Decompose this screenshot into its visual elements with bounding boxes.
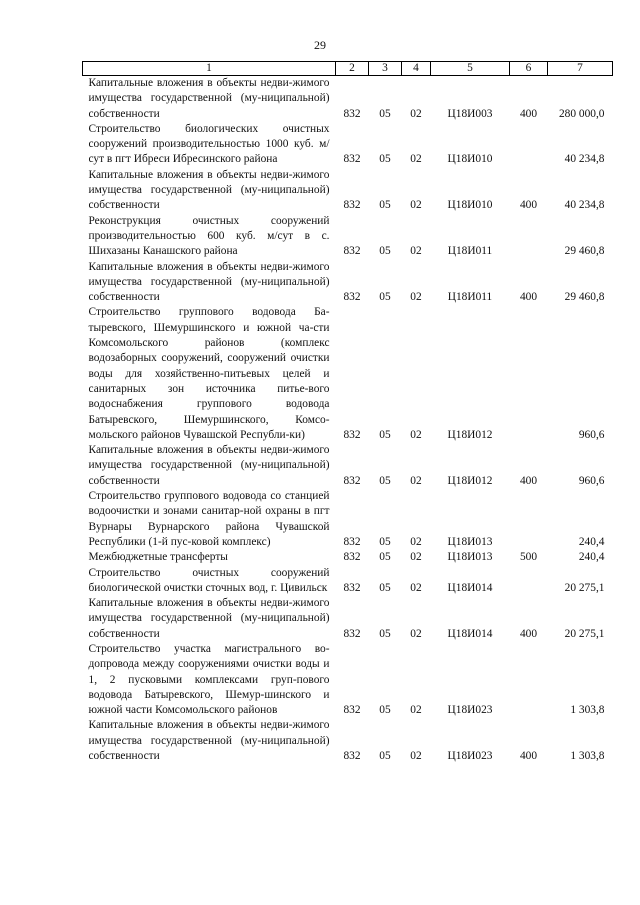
- code-section: 05: [379, 551, 391, 564]
- item-name: Реконструкция очистных сооружений производительностью 600 куб. м/сут в с. Шихазаны Канашского района: [88, 214, 330, 258]
- table-row: [83, 443, 613, 489]
- code-section: 05: [379, 291, 391, 304]
- code-expense-type: [510, 566, 548, 597]
- code-expense-type: 400: [519, 199, 538, 212]
- table-row: [83, 305, 613, 443]
- column-header-5: 5: [431, 62, 510, 76]
- amount: 240,4: [578, 551, 605, 564]
- code-target-article: Ц18И012: [447, 428, 493, 441]
- code-subsection: 02: [410, 474, 422, 487]
- table-row: [83, 76, 613, 122]
- table-row: [83, 214, 613, 260]
- code-target-article: Ц18И014: [447, 627, 493, 640]
- amount: 1 303,8: [570, 750, 605, 763]
- code-section: 05: [379, 153, 391, 166]
- amount: 1 303,8: [570, 704, 605, 717]
- item-name: Строительство участка магистрального во-допровода между сооружениями очистки воды и 1, 2 пусковыми комплексами груп-пового водовода Батыревского, Шемур-шинского и южной части Комсомольского районов: [88, 642, 330, 717]
- code-grbs: 832: [343, 474, 361, 487]
- item-name: Капитальные вложения в объекты недви-жимого имущества государственной (му-ниципальной) собственности: [88, 719, 330, 763]
- code-subsection: 02: [410, 750, 422, 763]
- item-name: Капитальные вложения в объекты недви-жимого имущества государственной (му-ниципальной) собственности: [88, 444, 330, 487]
- code-target-article: Ц18И023: [447, 704, 493, 717]
- code-expense-type: 400: [519, 627, 538, 640]
- amount: 40 234,8: [564, 153, 605, 166]
- code-grbs: 832: [343, 428, 361, 441]
- table-header: [83, 62, 613, 76]
- code-target-article: Ц18И011: [447, 245, 493, 258]
- code-section: 05: [379, 107, 391, 120]
- table-row: [83, 642, 613, 718]
- code-subsection: 02: [410, 551, 422, 564]
- code-expense-type: [510, 642, 548, 718]
- code-expense-type: [510, 214, 548, 260]
- code-expense-type: 500: [519, 551, 538, 564]
- code-expense-type: [510, 122, 548, 168]
- code-section: 05: [379, 245, 391, 258]
- amount: 960,6: [578, 428, 605, 441]
- code-target-article: Ц18И013: [447, 551, 493, 564]
- code-grbs: 832: [343, 535, 361, 548]
- table-row: [83, 122, 613, 168]
- code-expense-type: 400: [519, 750, 538, 763]
- code-target-article: Ц18И011: [447, 291, 493, 304]
- amount: 960,6: [578, 474, 605, 487]
- code-section: 05: [379, 750, 391, 763]
- code-subsection: 02: [410, 535, 422, 548]
- item-name: Строительство группового водовода Ба-тыревского, Шемуршинского и южной ча-сти Комсомольского районов (комплекс водозаборных сооружений, сооружений очистки воды для хозяйственно-питьевых целей и санитарных зон источника питье-вого водоснабжения группового водовода Батыревского, Шемуршинского, Комсо-мольского районов Чувашской Республи-ки): [88, 306, 330, 441]
- table-row: [83, 596, 613, 642]
- budget-table: [82, 61, 613, 764]
- code-section: 05: [379, 535, 391, 548]
- code-grbs: 832: [343, 153, 361, 166]
- code-target-article: Ц18И010: [447, 153, 493, 166]
- item-name: Капитальные вложения в объекты недви-жимого имущества государственной (му-ниципальной) собственности: [88, 77, 330, 120]
- item-name: Строительство группового водовода со станцией водоочистки и зонами санитар-ной охраны в пгт Вурнары Вурнарского района Чувашской Республики (1-й пус-ковой комплекс): [88, 490, 330, 548]
- code-expense-type: 400: [519, 291, 538, 304]
- code-grbs: 832: [343, 199, 361, 212]
- code-grbs: 832: [343, 107, 361, 120]
- amount: 40 234,8: [564, 199, 605, 212]
- table-row: [83, 260, 613, 306]
- code-subsection: 02: [410, 153, 422, 166]
- code-subsection: 02: [410, 627, 422, 640]
- code-grbs: 832: [343, 750, 361, 763]
- item-name: Межбюджетные трансферты: [88, 551, 228, 564]
- code-expense-type: 400: [519, 107, 538, 120]
- amount: 20 275,1: [564, 627, 605, 640]
- code-target-article: Ц18И010: [447, 199, 493, 212]
- code-section: 05: [379, 704, 391, 717]
- column-header-7: 7: [548, 62, 613, 76]
- code-section: 05: [379, 474, 391, 487]
- code-expense-type: [510, 305, 548, 443]
- code-target-article: Ц18И014: [447, 581, 493, 594]
- table-row: [83, 566, 613, 597]
- page-number: 29: [314, 38, 326, 52]
- item-name: Капитальные вложения в объекты недви-жимого имущества государственной (му-ниципальной) собственности: [88, 168, 330, 212]
- code-grbs: 832: [343, 245, 361, 258]
- code-expense-type: 400: [519, 474, 538, 487]
- code-subsection: 02: [410, 199, 422, 212]
- code-section: 05: [379, 581, 391, 594]
- code-target-article: Ц18И012: [447, 474, 493, 487]
- amount: 240,4: [578, 535, 605, 548]
- code-section: 05: [379, 428, 391, 441]
- code-grbs: 832: [343, 581, 361, 594]
- code-grbs: 832: [343, 291, 361, 304]
- table-row: [83, 168, 613, 214]
- code-subsection: 02: [410, 704, 422, 717]
- code-expense-type: [510, 489, 548, 550]
- item-name: Капитальные вложения в объекты недви-жимого имущества государственной (му-ниципальной) собственности: [88, 260, 330, 304]
- column-header-2: 2: [336, 62, 369, 76]
- amount: 29 460,8: [564, 291, 605, 304]
- code-section: 05: [379, 627, 391, 640]
- code-subsection: 02: [410, 291, 422, 304]
- code-subsection: 02: [410, 428, 422, 441]
- table-row: [83, 718, 613, 764]
- code-grbs: 832: [343, 551, 361, 564]
- code-grbs: 832: [343, 627, 361, 640]
- code-grbs: 832: [343, 704, 361, 717]
- item-name: Строительство биологических очистных сооружений производительностью 1000 куб. м/сут в пгт Ибреси Ибресинского района: [88, 122, 330, 166]
- amount: 280 000,0: [558, 107, 605, 120]
- item-name: Капитальные вложения в объекты недви-жимого имущества государственной (му-ниципальной) собственности: [88, 597, 330, 640]
- table-row: [83, 550, 613, 565]
- code-target-article: Ц18И023: [447, 750, 493, 763]
- code-target-article: Ц18И003: [447, 107, 493, 120]
- amount: 20 275,1: [564, 581, 605, 594]
- column-header-6: 6: [510, 62, 548, 76]
- table-row: [83, 489, 613, 550]
- code-target-article: Ц18И013: [447, 535, 493, 548]
- header-row: [83, 62, 613, 76]
- code-section: 05: [379, 199, 391, 212]
- table-body: [83, 76, 613, 765]
- code-subsection: 02: [410, 581, 422, 594]
- code-subsection: 02: [410, 107, 422, 120]
- column-header-1: 1: [83, 62, 336, 76]
- column-header-3: 3: [369, 62, 402, 76]
- item-name: Строительство очистных сооружений биологической очистки сточных вод, г. Цивильск: [88, 566, 330, 594]
- column-header-4: 4: [402, 62, 431, 76]
- code-subsection: 02: [410, 245, 422, 258]
- amount: 29 460,8: [564, 245, 605, 258]
